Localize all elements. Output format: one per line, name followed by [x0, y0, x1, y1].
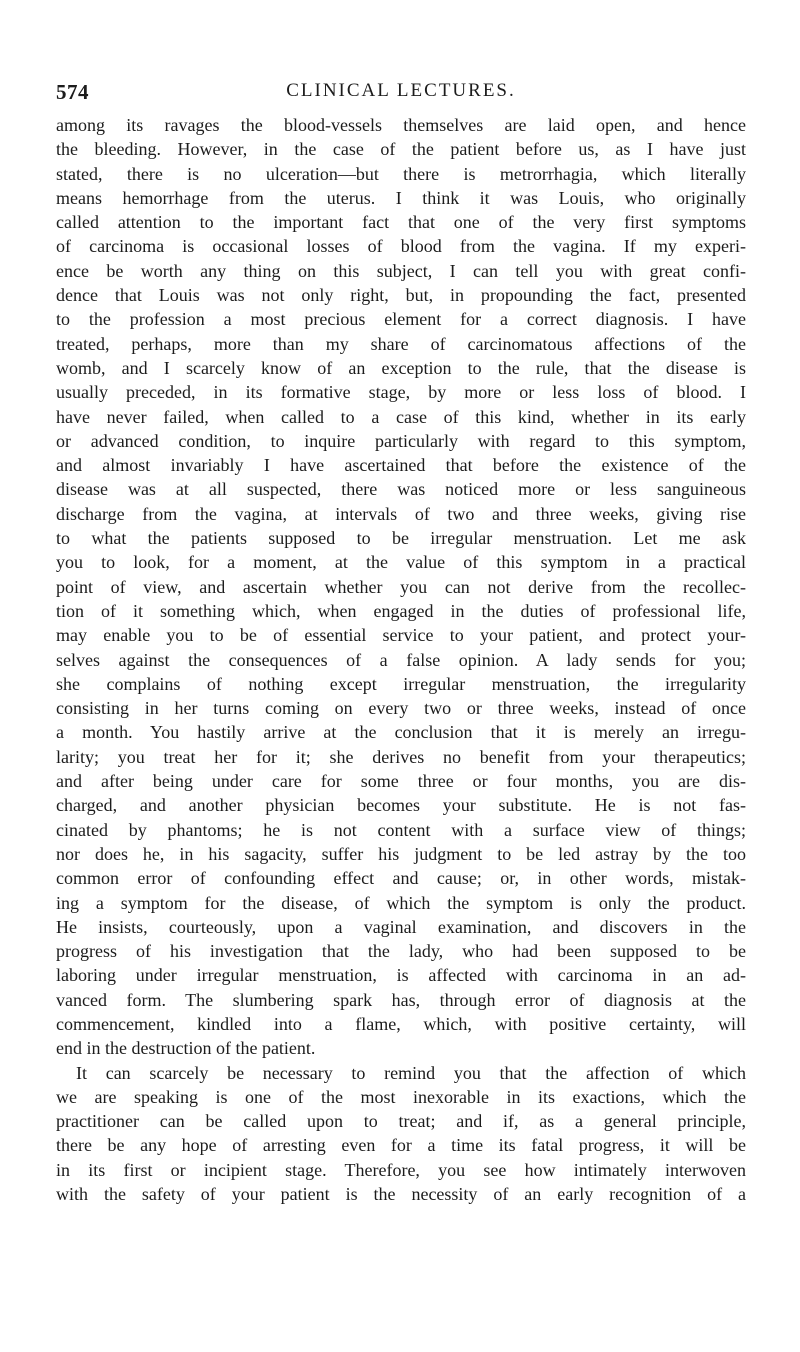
text-line: in its first or incipient stage. Therefore, you see how intimately interwoven [56, 1159, 746, 1180]
text-line: the bleeding. However, in the case of the patient before us, as I have just [56, 139, 746, 160]
text-line: disease was at all suspected, there was noticed more or less sanguineous [56, 479, 746, 500]
page-header [56, 80, 746, 106]
text-line: laboring under irregular menstruation, is affected with carcinoma in an ad- [56, 965, 746, 986]
text-line: practitioner can be called upon to treat; and if, as a general principle, [56, 1111, 746, 1132]
text-line: among its ravages the blood-vessels themselves are laid open, and hence [56, 115, 746, 135]
text-line: tion of it something which, when engaged in the duties of professional life, [56, 600, 746, 621]
text-line: she complains of nothing except irregular menstruation, the irregularity [56, 673, 746, 694]
text-line: a month. You hastily arrive at the conclusion that it is merely an irregu- [56, 722, 746, 743]
text-line: we are speaking is one of the most inexorable in its exactions, which the [56, 1086, 746, 1107]
text-line: nor does he, in his sagacity, suffer his judgment to be led astray by the too [56, 843, 746, 864]
text-line: point of view, and ascertain whether you can not derive from the recollec- [56, 576, 746, 597]
page-number: 574 [56, 80, 89, 104]
text-line: treated, perhaps, more than my share of carcinomatous affections of the [56, 333, 746, 354]
paragraph-start-line: It can scarcely be necessary to remind you that the affection of which [76, 1062, 746, 1083]
text-line: and almost invariably I have ascertained that before the existence of the [56, 455, 746, 476]
text-line: to what the patients supposed to be irregular menstruation. Let me ask [56, 528, 746, 549]
text-line: usually preceded, in its formative stage, by more or less loss of blood. I [56, 382, 746, 403]
text-line: may enable you to be of essential service to your patient, and protect your- [56, 625, 746, 646]
text-line: you to look, for a moment, at the value of this symptom in a practical [56, 552, 746, 573]
text-line: common error of confounding effect and cause; or, in other words, mistak- [56, 868, 746, 889]
text-line: discharge from the vagina, at intervals of two and three weeks, giving rise [56, 503, 746, 524]
text-line: charged, and another physician becomes your substitute. He is not fas- [56, 795, 746, 816]
running-head: CLINICAL LECTURES. [286, 80, 516, 101]
text-line: means hemorrhage from the uterus. I think it was Louis, who originally [56, 187, 746, 208]
text-line: called attention to the important fact that one of the very first symptoms [56, 212, 746, 233]
text-line: and after being under care for some three or four months, you are dis- [56, 771, 746, 792]
text-line: He insists, courteously, upon a vaginal examination, and discovers in the [56, 916, 746, 937]
text-line: there be any hope of arresting even for a time its fatal progress, it will be [56, 1135, 746, 1156]
text-line: cinated by phantoms; he is not content with a surface view of things; [56, 819, 746, 840]
text-line: ence be worth any thing on this subject, I can tell you with great confi- [56, 260, 746, 281]
text-line: of carcinoma is occasional losses of blood from the vagina. If my experi- [56, 236, 746, 257]
text-line: have never failed, when called to a case of this kind, whether in its early [56, 406, 746, 427]
text-line: vanced form. The slumbering spark has, through error of diagnosis at the [56, 989, 746, 1010]
paragraph-end-line: end in the destruction of the patient. [56, 1038, 316, 1059]
text-line: or advanced condition, to inquire particularly with regard to this symptom, [56, 430, 746, 451]
text-line: consisting in her turns coming on every two or three weeks, instead of once [56, 698, 746, 719]
text-line: with the safety of your patient is the necessity of an early recognition of a [56, 1184, 746, 1205]
text-line: ing a symptom for the disease, of which the symptom is only the product. [56, 892, 746, 913]
text-line: progress of his investigation that the lady, who had been supposed to be [56, 941, 746, 962]
text-line: larity; you treat her for it; she derives no benefit from your therapeutics; [56, 746, 746, 767]
text-line: to the profession a most precious element for a correct diagnosis. I have [56, 309, 746, 330]
body-text [56, 113, 746, 1206]
text-line: womb, and I scarcely know of an exception to the rule, that the disease is [56, 357, 746, 378]
text-line: commencement, kindled into a flame, which, with positive certainty, will [56, 1013, 746, 1034]
text-line: stated, there is no ulceration—but there is metrorrhagia, which literally [56, 163, 746, 184]
text-line: selves against the consequences of a false opinion. A lady sends for you; [56, 649, 746, 670]
text-line: dence that Louis was not only right, but, in propounding the fact, presented [56, 285, 746, 306]
